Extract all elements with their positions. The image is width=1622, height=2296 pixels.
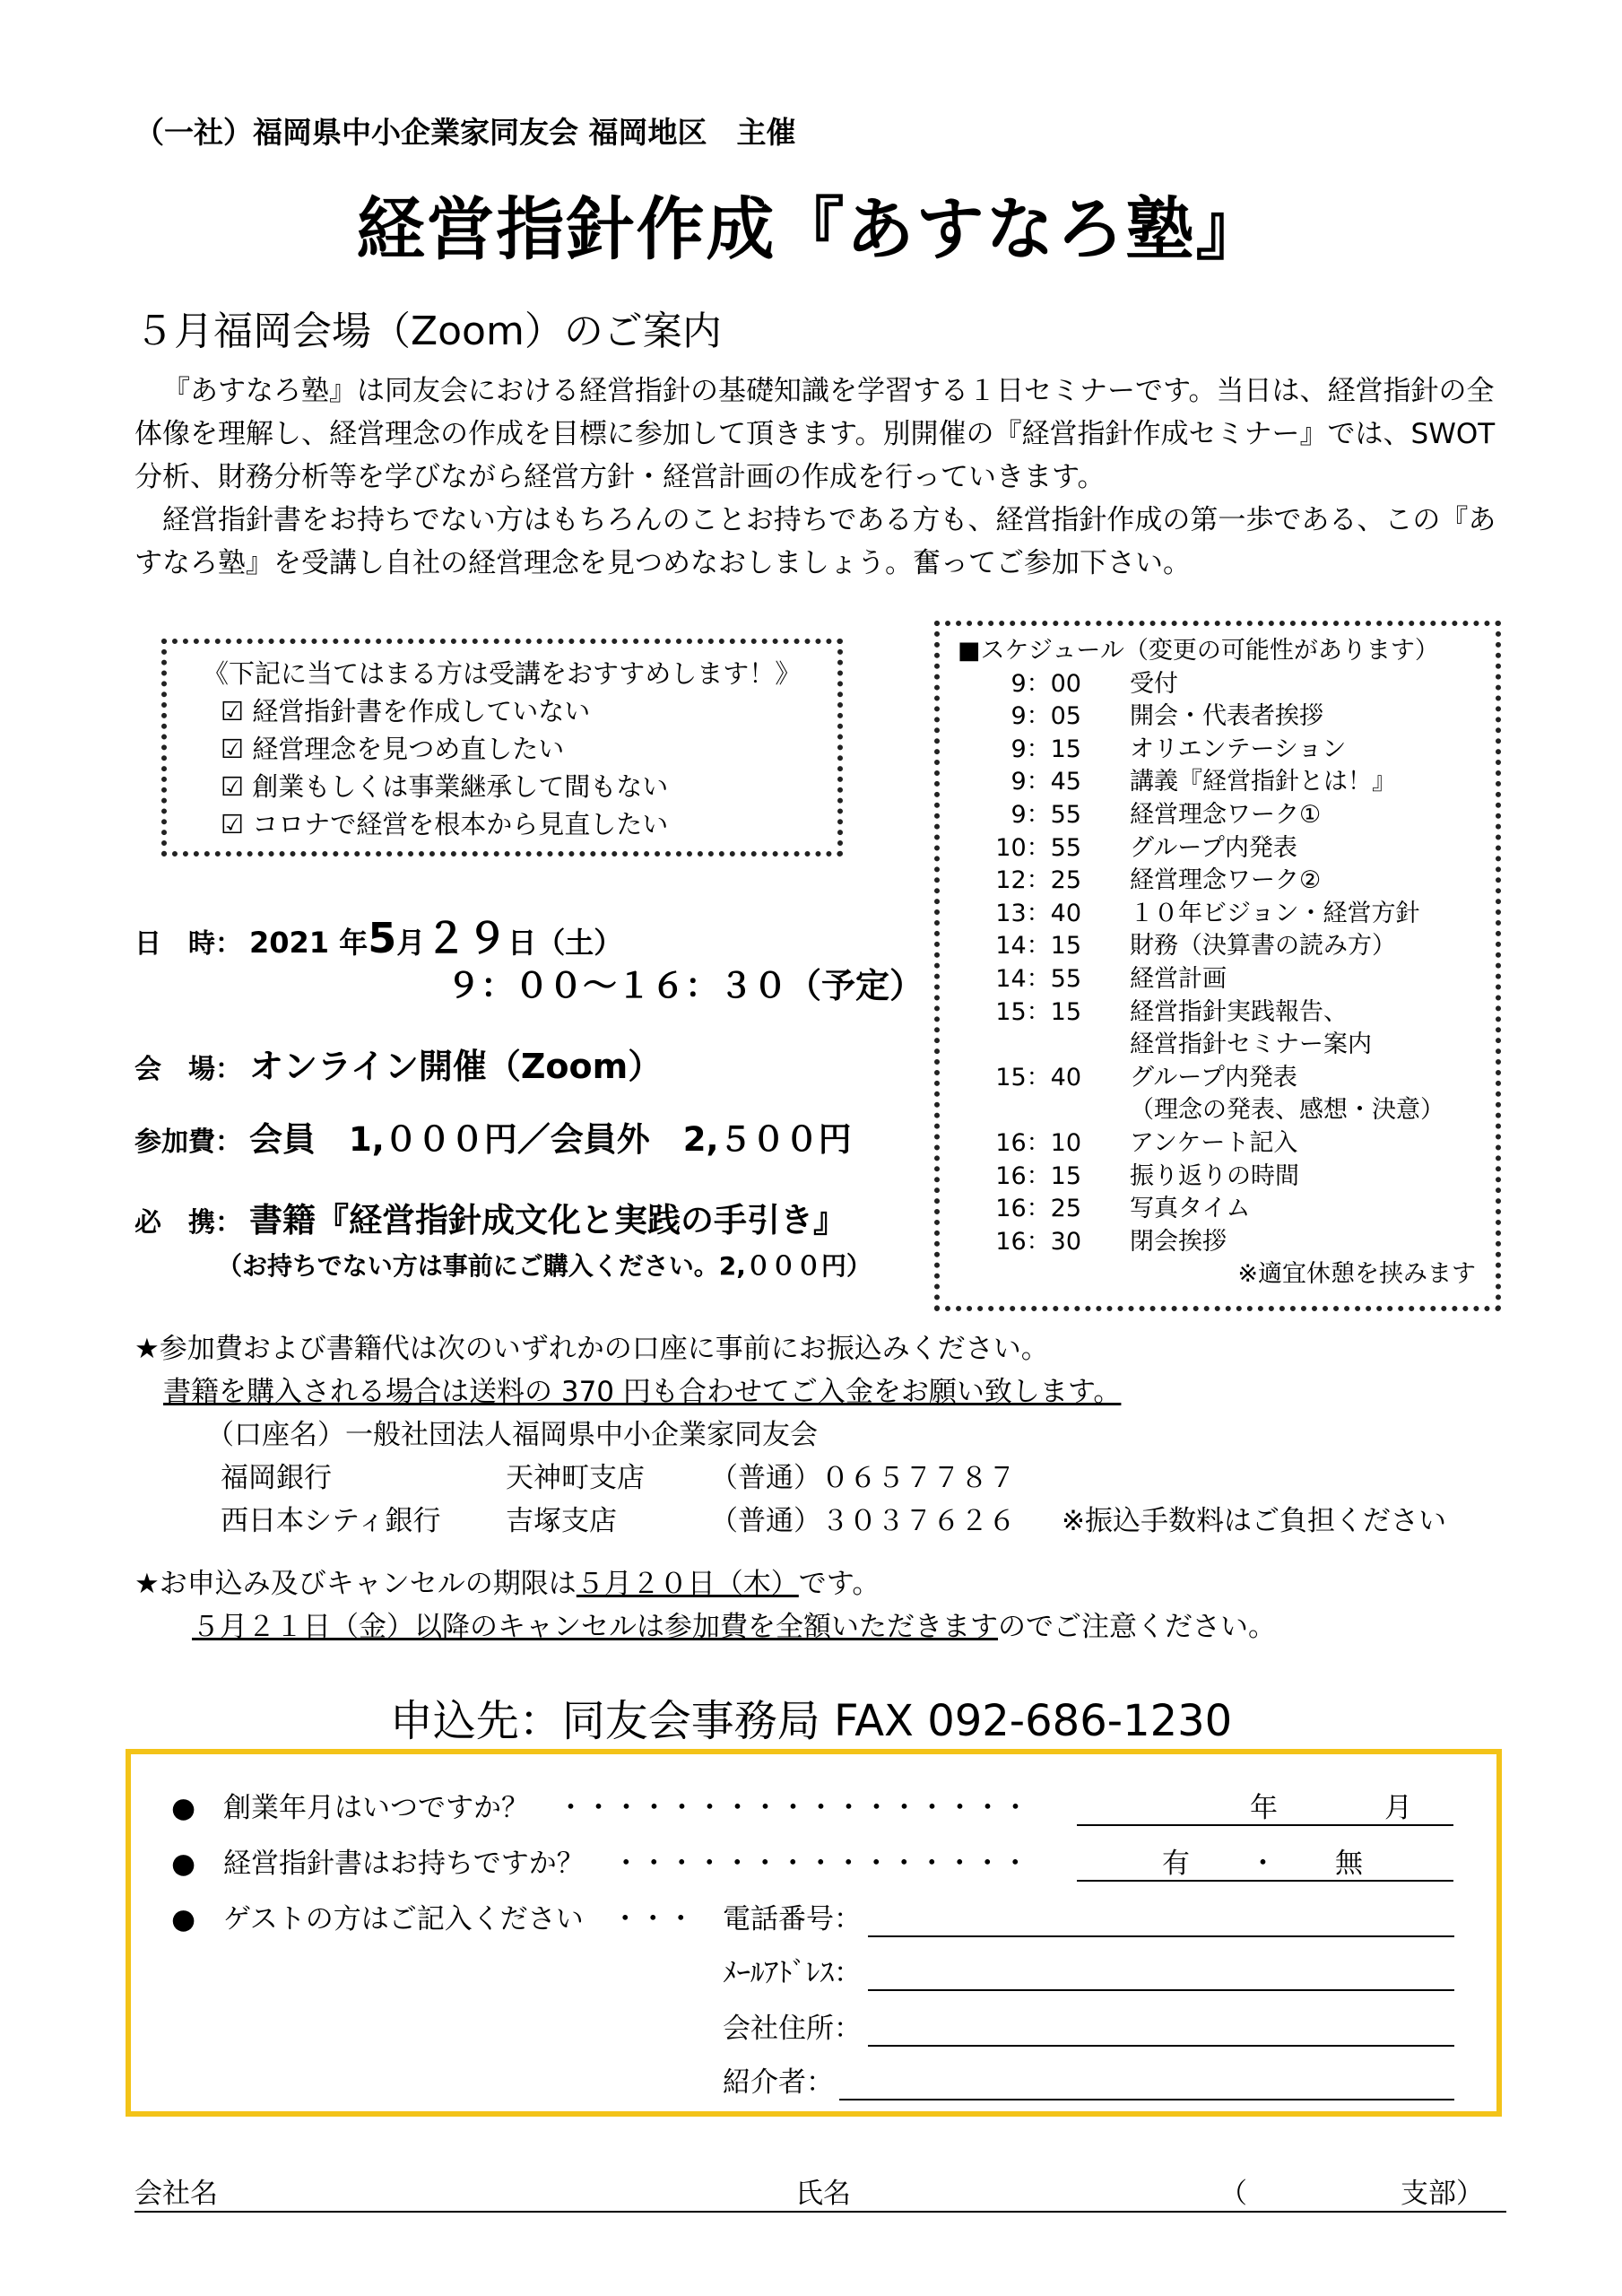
deadline-post: です。 (798, 1568, 880, 1600)
schedule-item: グループ内発表 (1130, 833, 1297, 862)
date-day-unit: 日（土） (507, 926, 623, 960)
recommend-heading: 《下記に当てはまる方は受講をおすすめします！》 (203, 658, 802, 689)
schedule-box (934, 621, 1501, 1311)
option-separator: ・ (1249, 1848, 1277, 1880)
payment-notes (134, 1327, 1446, 1648)
payment-shipping-note: 書籍を購入される場合は送料の 370 円も合わせてご入金をお願い致します。 (163, 1376, 1122, 1408)
schedule-row (958, 1161, 1444, 1194)
bring-row (134, 1193, 846, 1241)
date-label: 日 時： (134, 928, 242, 960)
footer-line[interactable] (134, 2211, 1506, 2213)
recommend-item: ☑ コロナで経営を根本から見直したい (221, 809, 669, 839)
intro-paragraph: 経営指針書をお持ちでない方はもちろんのことお持ちである方も、経営指針作成の第一歩である、この『あすなろ塾』を受講し自社の経営理念を見つめなおしましょう。奮ってご参加下さい。 (134, 504, 1496, 579)
referrer-field[interactable] (839, 2099, 1454, 2100)
schedule-item: 経営理念ワーク① (1130, 800, 1322, 829)
schedule-row (958, 1127, 1444, 1161)
apply-to: 申込先：同友会事務局 FAX 092-686-1230 (389, 1696, 1233, 1746)
schedule-item: 財務（決算書の読み方） (1130, 932, 1396, 961)
year-label: 年 (1250, 1792, 1278, 1824)
organizer: （一社）福岡県中小企業家同友会 福岡地区 主催 (134, 115, 796, 150)
intro-text (134, 370, 1506, 585)
schedule-time: 16：30 (995, 1227, 1081, 1256)
schedule-heading: ■スケジュール（変更の可能性があります） (958, 637, 1439, 665)
schedule-item: 講義『経営指針とは！』 (1130, 768, 1396, 796)
schedule-row (958, 996, 1444, 1030)
schedule-row (958, 930, 1444, 963)
schedule-time: 16：15 (995, 1161, 1081, 1190)
footer-company-label: 会社名 (134, 2178, 218, 2210)
question-founding: ● 創業年月はいつですか？ ・・・・・・・・・・・・・・・・・ (171, 1792, 1030, 1824)
schedule-time: 15：15 (995, 997, 1081, 1026)
schedule-time: 9：15 (1010, 735, 1081, 763)
schedule-time: 9：55 (1010, 800, 1081, 829)
application-form (126, 1749, 1502, 2117)
schedule-row (958, 1094, 1444, 1127)
schedule-item: １０年ビジョン・経営方針 (1130, 899, 1420, 927)
address-field[interactable] (868, 2045, 1454, 2047)
footer-name-label: 氏名 (795, 2178, 851, 2210)
schedule-time (958, 1094, 1130, 1127)
bank-branch: 吉塚支店 (506, 1505, 617, 1537)
schedule-item: 経営指針実践報告、 (1130, 997, 1348, 1026)
bring-label: 必 携： (134, 1207, 242, 1239)
schedule-item: 写真タイム (1130, 1195, 1251, 1223)
cancel-policy: ５月２１日（金）以降のキャンセルは参加費を全額いただきます (192, 1611, 998, 1643)
email-label: ﾒｰﾙｱﾄﾞﾚｽ： (723, 1957, 862, 1989)
bank-account-number: （普通）３０３７６２６ (710, 1505, 1016, 1537)
bank-branch: 天神町支店 (506, 1462, 645, 1494)
schedule-time: 14：15 (995, 932, 1081, 961)
schedule-time: 16：25 (995, 1195, 1081, 1223)
schedule-note: ※適宜休憩を挟みます (1237, 1260, 1476, 1289)
schedule-item: 経営計画 (1130, 964, 1227, 993)
bring-value: 書籍『経営指針成文化と実践の手引き』 (249, 1201, 846, 1239)
schedule-item: アンケート記入 (1130, 1128, 1298, 1157)
bank-row (221, 1457, 1446, 1500)
schedule-row (958, 963, 1444, 996)
date-month: 5 (368, 914, 397, 962)
deadline-date: ５月２０日（木） (576, 1568, 799, 1600)
cancel-note: のでご注意ください。 (998, 1611, 1276, 1643)
schedule-row (958, 865, 1444, 898)
email-field[interactable] (868, 1989, 1454, 1991)
fee-value: 会員 1,０００円／会員外 2,５００円 (249, 1120, 852, 1159)
schedule-item: オリエンテーション (1130, 735, 1347, 763)
question-policy-book: ● 経営指針書はお持ちですか？ ・・・・・・・・・・・・・・・ (171, 1848, 1029, 1880)
schedule-row (958, 668, 1444, 701)
schedule-item: 振り返りの時間 (1130, 1161, 1299, 1190)
page-title: 経営指針作成『あすなろ塾』 (356, 189, 1266, 269)
fee-label: 参加費： (134, 1126, 242, 1158)
question-guest: ● ゲストの方はご記入ください ・・・ (171, 1903, 695, 1935)
intro-paragraph: 『あすなろ塾』は同友会における経営指針の基礎知識を学習する１日セミナーです。当日は、経営指針の全体像を理解し、経営理念の作成を目標に参加して頂きます。別開催の『経営指針作成セミナー』では、SWOT 分析、財務分析等を学びながら経営方針・経営計画の作成を行っていきます。 (134, 375, 1496, 493)
schedule-row (958, 898, 1444, 931)
bank-account-number: （普通）０６５７７８７ (710, 1462, 1016, 1494)
address-label: 会社住所： (723, 2013, 862, 2045)
footer-branch-label: 支部） (1401, 2178, 1484, 2210)
cancel-line (134, 1605, 1446, 1648)
date-row (134, 906, 622, 965)
recommend-item: ☑ 経営指針書を作成していない (221, 696, 591, 726)
date-month-unit: 月 (396, 926, 426, 960)
schedule-item: 開会・代表者挨拶 (1130, 702, 1323, 731)
schedule-item: グループ内発表 (1130, 1063, 1297, 1091)
schedule-time: 9：00 (1010, 669, 1081, 698)
schedule-time: 9：45 (1010, 768, 1081, 796)
recommend-item: ☑ 経営理念を見つめ直したい (221, 734, 565, 764)
schedule-time: 10：55 (995, 833, 1081, 862)
schedule-item: 経営指針セミナー案内 (1130, 1031, 1372, 1059)
referrer-label: 紹介者： (723, 2066, 834, 2099)
date-year: 2021 年 (249, 926, 369, 960)
bank-name: 福岡銀行 (221, 1462, 332, 1494)
schedule-item: 受付 (1130, 669, 1178, 698)
schedule-time: 13：40 (995, 899, 1081, 927)
venue-value: オンライン開催（Zoom） (249, 1047, 663, 1086)
schedule-time (958, 1029, 1130, 1062)
recommend-box (161, 639, 843, 857)
schedule-row (958, 1226, 1444, 1259)
schedule-time: 15：40 (995, 1063, 1081, 1091)
schedule-row (958, 1029, 1444, 1062)
bank-note (1062, 1457, 1446, 1500)
schedule-row (958, 766, 1444, 799)
payment-line: ★参加費および書籍代は次のいずれかの口座に事前にお振込みください。 (134, 1333, 1049, 1365)
account-name: （口座名）一般社団法人福岡県中小企業家同友会 (206, 1419, 818, 1451)
schedule-row (958, 734, 1444, 767)
footer-branch-open: （ (1219, 2178, 1247, 2210)
page-subtitle: ５月福岡会場（Zoom）のご案内 (134, 309, 722, 354)
schedule-row (958, 1062, 1444, 1095)
date-day: ２９ (425, 914, 508, 962)
schedule-time: 16：10 (995, 1128, 1081, 1157)
schedule-row (958, 1193, 1444, 1226)
venue-row (134, 1039, 662, 1088)
phone-label: 電話番号： (723, 1903, 862, 1935)
schedule-row (958, 832, 1444, 865)
deadline-pre: ★お申込み及びキャンセルの期限は (134, 1568, 577, 1600)
bring-note: （お持ちでない方は事前にご購入ください。2,０００円） (217, 1251, 872, 1281)
venue-label: 会 場： (134, 1054, 242, 1085)
schedule-row (958, 700, 1444, 734)
schedule-table (958, 668, 1444, 1259)
schedule-time: 9：05 (1010, 702, 1081, 731)
bank-row (221, 1500, 1446, 1543)
schedule-row (958, 799, 1444, 832)
option-no[interactable]: 無 (1335, 1848, 1363, 1880)
bank-name: 西日本シティ銀行 (221, 1505, 441, 1537)
month-label: 月 (1384, 1792, 1412, 1824)
deadline-line (134, 1562, 1446, 1605)
time-range: ９：００～１６：３０（予定） (447, 966, 924, 1005)
schedule-item: 閉会挨拶 (1130, 1227, 1227, 1256)
phone-field[interactable] (868, 1935, 1454, 1937)
option-yes[interactable]: 有 (1162, 1848, 1190, 1880)
bank-note: ※振込手数料はご負担ください (1062, 1505, 1446, 1537)
schedule-item: 経営理念ワーク② (1130, 866, 1322, 895)
schedule-time: 12：25 (995, 866, 1081, 895)
schedule-time: 14：55 (995, 964, 1081, 993)
schedule-item: （理念の発表、感想・決意） (1130, 1096, 1444, 1125)
fee-row (134, 1112, 852, 1161)
recommend-item: ☑ 創業もしくは事業継承して間もない (221, 771, 669, 802)
bank-table (221, 1457, 1446, 1543)
